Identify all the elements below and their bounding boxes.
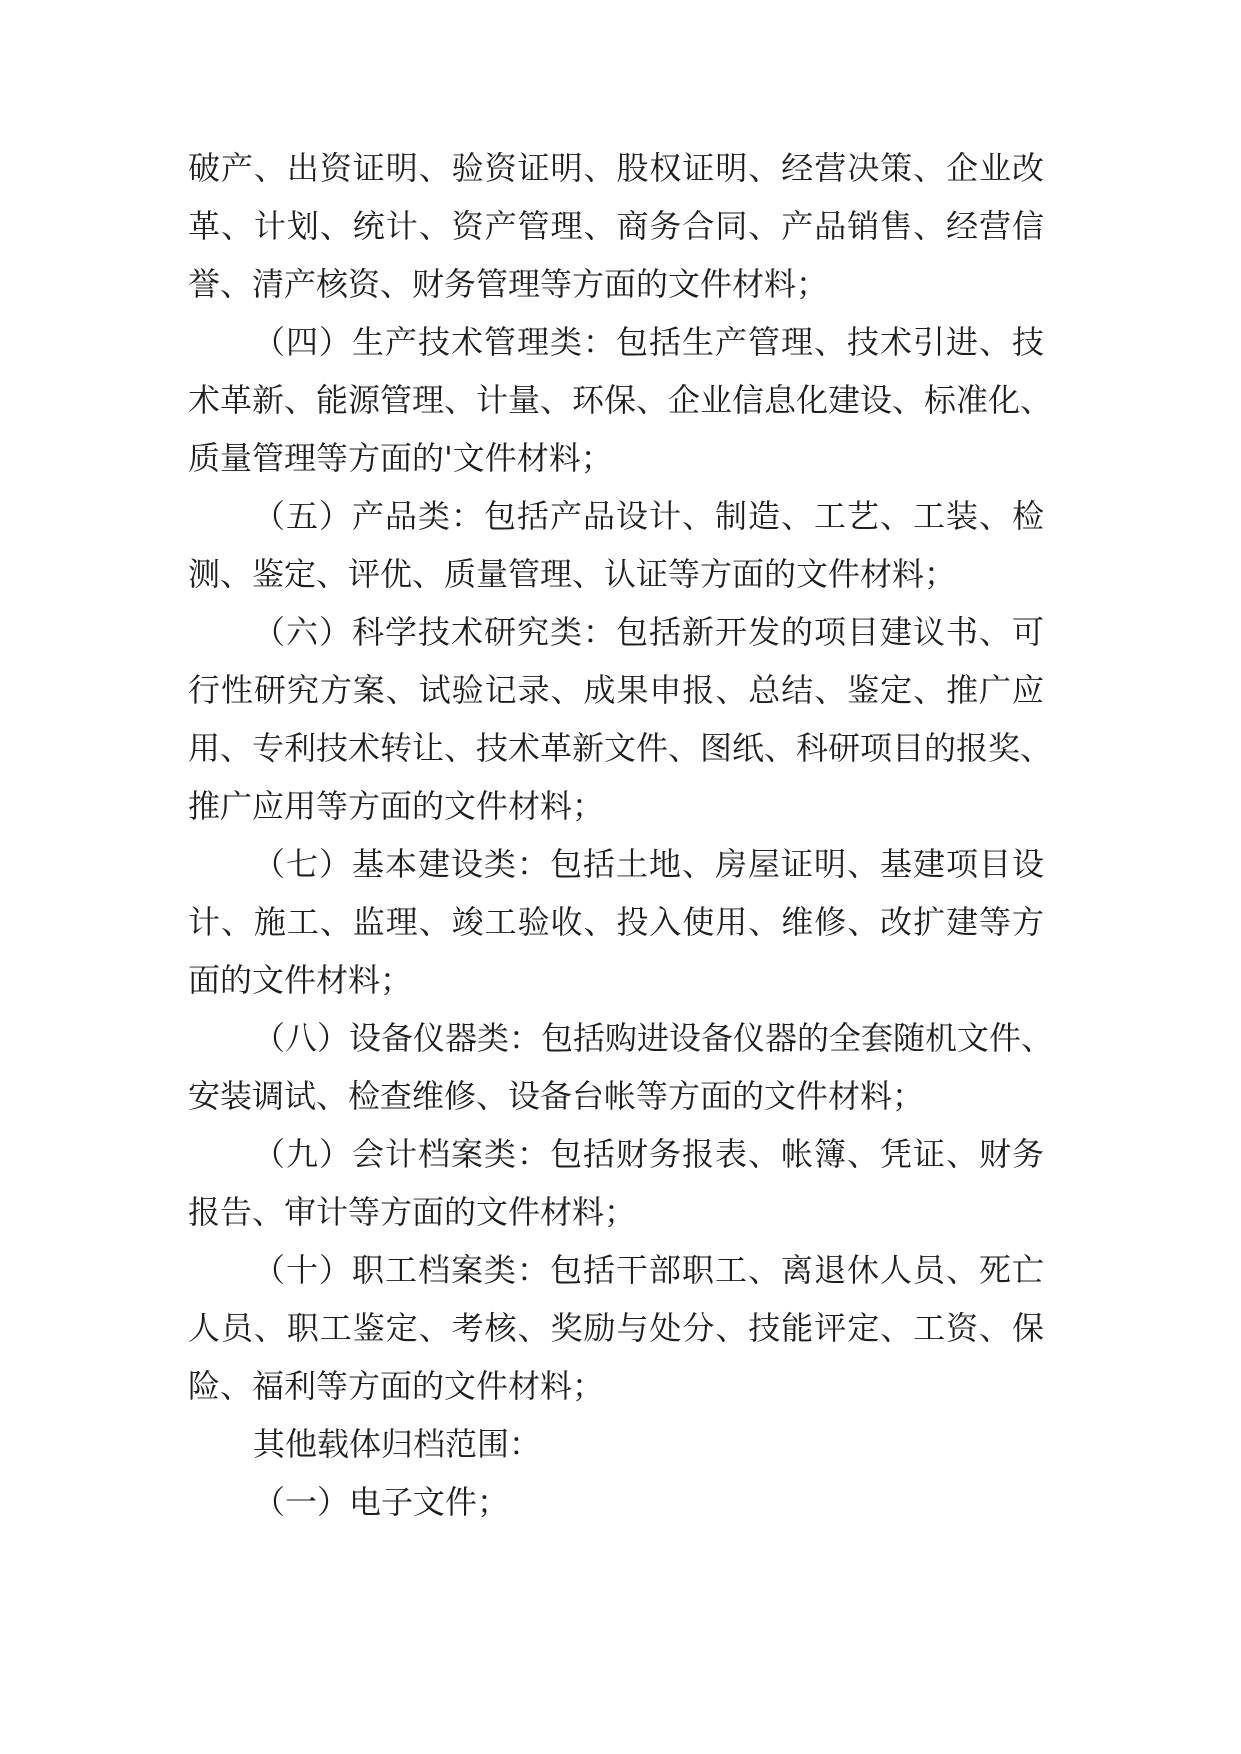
text-line: 险、福利等方面的文件材料； [188, 1367, 605, 1405]
text-line: 破产、出资证明、验资证明、股权证明、经营决策、企业改 [188, 149, 1044, 187]
text-line: 安装调试、检查维修、设备台帐等方面的文件材料； [188, 1077, 925, 1115]
text-line: 誉、清产核资、财务管理等方面的文件材料； [188, 265, 829, 303]
text-line: 面的文件材料； [188, 961, 413, 999]
paragraph-heading-4: （四）生产技术管理类：包括生产管理、技术引进、技 [253, 323, 1044, 361]
paragraph-heading-8: （八）设备仪器类：包括购进设备仪器的全套随机文件、 [253, 1019, 1054, 1057]
paragraph-heading-9: （九）会计档案类：包括财务报表、帐簿、凭证、财务 [253, 1135, 1044, 1173]
paragraph-heading-6: （六）科学技术研究类：包括新开发的项目建议书、可 [253, 613, 1044, 651]
text-line: 计、施工、监理、竣工验收、投入使用、维修、改扩建等方 [188, 903, 1044, 941]
paragraph-heading-5: （五）产品类：包括产品设计、制造、工艺、工装、检 [253, 497, 1044, 535]
paragraph-heading-7: （七）基本建设类：包括土地、房屋证明、基建项目设 [253, 845, 1044, 883]
text-line: 推广应用等方面的文件材料； [188, 787, 605, 825]
text-line: 质量管理等方面的'文件材料； [188, 439, 613, 477]
paragraph-heading-10: （十）职工档案类：包括干部职工、离退休人员、死亡 [253, 1251, 1044, 1289]
section-heading-other-media: 其他载体归档范围： [253, 1425, 542, 1463]
text-line: 测、鉴定、评优、质量管理、认证等方面的文件材料； [188, 555, 957, 593]
text-line: 人员、职工鉴定、考核、奖励与处分、技能评定、工资、保 [188, 1309, 1044, 1347]
list-item-electronic-files: （一）电子文件； [253, 1483, 510, 1521]
text-line: 革、计划、统计、资产管理、商务合同、产品销售、经营信 [188, 207, 1044, 245]
text-line: 行性研究方案、试验记录、成果申报、总结、鉴定、推广应 [188, 671, 1044, 709]
text-line: 用、专利技术转让、技术革新文件、图纸、科研项目的报奖、 [188, 729, 1053, 767]
text-line: 报告、审计等方面的文件材料； [188, 1193, 637, 1231]
text-line: 术革新、能源管理、计量、环保、企业信息化建设、标准化、 [188, 381, 1053, 419]
